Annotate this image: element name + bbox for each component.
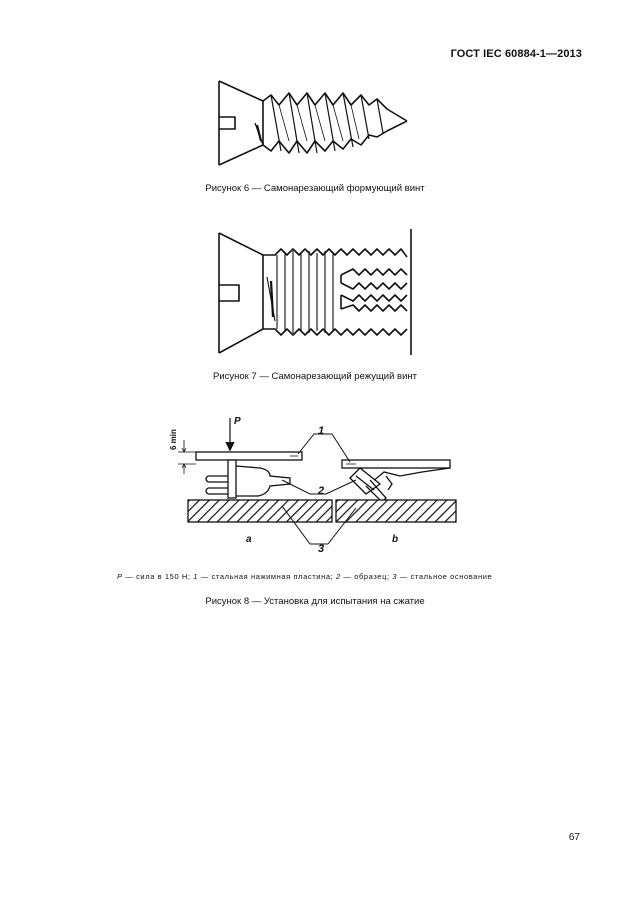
figure-7-screw-drawing [205,225,420,360]
legend-p-text: — сила в 150 Н; [122,572,194,581]
plate-label: 1 [318,425,325,437]
legend-3-number: 3 [392,572,398,581]
figure-8-caption: Рисунок 8 — Установка для испытания на сжатие [205,596,425,607]
figure-7-caption: Рисунок 7 — Самонарезающий режущий винт [212,371,417,382]
view-b-label: b [392,534,399,545]
figure-8-legend [117,572,492,581]
figure-6-caption: Рисунок 6 — Самонарезающий формующий винт [205,183,425,194]
dimension-label: 6 min [169,429,178,450]
document-header: ГОСТ IEC 60884-1—2013 [450,48,582,60]
legend-3-text: — стальное основание [397,572,493,581]
legend-2-number: 2 [335,572,341,581]
legend-2-text: — образец; [340,572,393,581]
figure-8-test-setup-drawing [160,410,470,560]
legend-1-text: — стальная нажимная пластина; [198,572,336,581]
base-label: 3 [318,543,325,555]
figure-6-screw-drawing [205,75,420,170]
legend-p-symbol: P [117,572,123,581]
legend-1-number: 1 [193,572,199,581]
sample-label: 2 [318,485,325,497]
page-number: 67 [568,832,580,843]
view-a-label: a [246,534,252,545]
force-label: P [234,416,241,427]
